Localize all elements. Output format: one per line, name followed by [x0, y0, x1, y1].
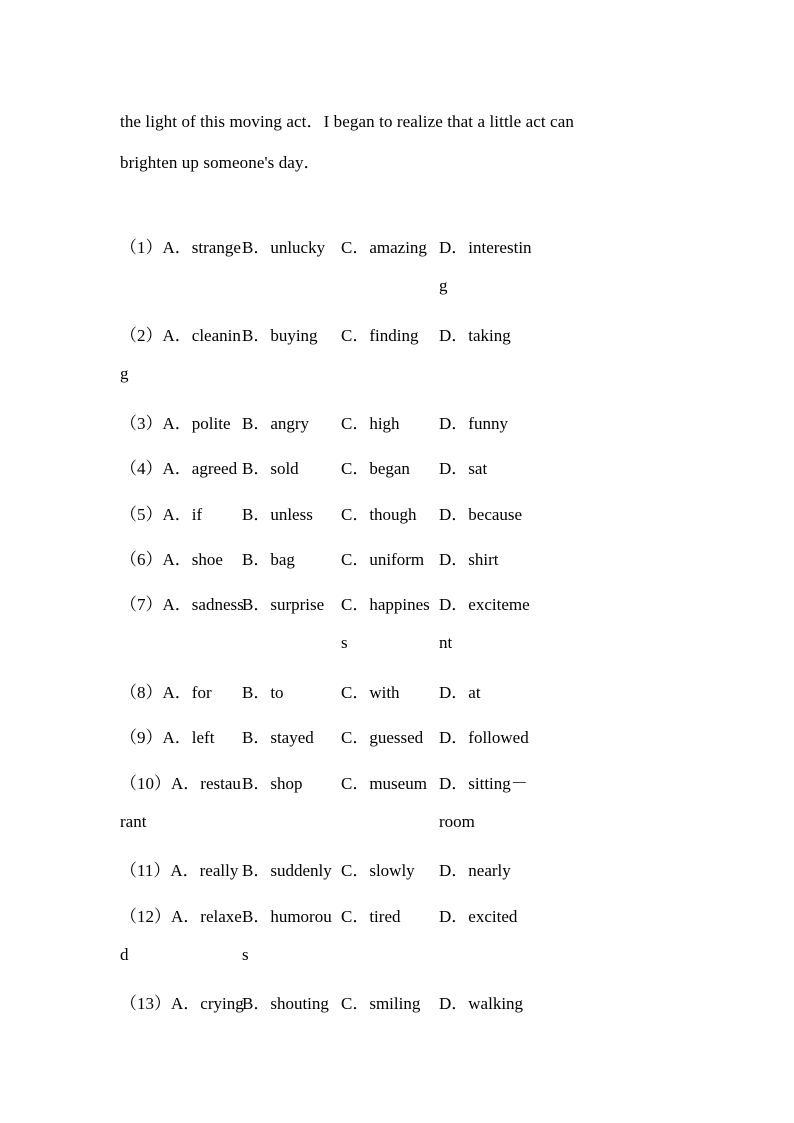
option-b: B．shouting [242, 994, 329, 1013]
option-d: D．exciteme [439, 595, 530, 614]
option-d: D．sitting－ [439, 774, 528, 793]
option-d: D．funny [439, 414, 508, 433]
option-a: （12）A．relaxe [120, 907, 242, 926]
option-a: （8）A．for [120, 683, 212, 702]
option-c: C．happines [341, 595, 430, 614]
option-d-wrap: g [439, 276, 448, 295]
option-d: D．followed [439, 728, 529, 747]
option-d: D．excited [439, 907, 518, 926]
option-d: D．taking [439, 326, 511, 345]
option-d: D．walking [439, 994, 524, 1013]
option-b: B．buying [242, 326, 318, 345]
option-d: D．nearly [439, 861, 511, 880]
option-d: D．sat [439, 459, 488, 478]
passage-line: the light of this moving act．I began to realize that a little act can [120, 112, 574, 131]
option-a: （5）A．if [120, 505, 203, 524]
option-c: C．high [341, 414, 400, 433]
option-c: C．began [341, 459, 410, 478]
option-c: C．amazing [341, 238, 427, 257]
option-a-wrap: g [120, 364, 129, 383]
option-a: （13）A．crying [120, 994, 244, 1013]
option-a: （6）A．shoe [120, 550, 223, 569]
option-d-wrap: room [439, 812, 475, 831]
option-b: B．unlucky [242, 238, 326, 257]
option-d: D．at [439, 683, 481, 702]
option-a-wrap: d [120, 945, 129, 964]
option-b: B．sold [242, 459, 299, 478]
option-c: C．with [341, 683, 400, 702]
option-c: C．uniform [341, 550, 425, 569]
option-d: D．shirt [439, 550, 499, 569]
option-b: B．unless [242, 505, 313, 524]
option-b: B．stayed [242, 728, 314, 747]
option-a-wrap: rant [120, 812, 147, 831]
option-d: D．interestin [439, 238, 532, 257]
option-d-wrap: nt [439, 633, 453, 652]
option-c: C．though [341, 505, 417, 524]
option-c: C．slowly [341, 861, 415, 880]
option-b: B．suddenly [242, 861, 332, 880]
passage-line: brighten up someone's day． [120, 153, 321, 172]
option-b: B．angry [242, 414, 310, 433]
option-b: B．to [242, 683, 284, 702]
option-d: D．because [439, 505, 523, 524]
option-a: （10）A．restau [120, 774, 241, 793]
option-c: C．smiling [341, 994, 421, 1013]
option-b: B．shop [242, 774, 303, 793]
option-b: B．humorou [242, 907, 332, 926]
option-a: （2）A．cleanin [120, 326, 241, 345]
option-c: C．finding [341, 326, 419, 345]
option-a: （1）A．strange [120, 238, 241, 257]
option-a: （9）A．left [120, 728, 215, 747]
option-c: C．museum [341, 774, 427, 793]
option-b-wrap: s [242, 945, 249, 964]
option-c: C．tired [341, 907, 401, 926]
option-c-wrap: s [341, 633, 348, 652]
option-a: （7）A．sadness [120, 595, 244, 614]
option-c: C．guessed [341, 728, 424, 747]
option-a: （3）A．polite [120, 414, 231, 433]
option-b: B．surprise [242, 595, 325, 614]
option-b: B．bag [242, 550, 295, 569]
option-a: （11）A．really [120, 861, 239, 880]
option-a: （4）A．agreed [120, 459, 238, 478]
